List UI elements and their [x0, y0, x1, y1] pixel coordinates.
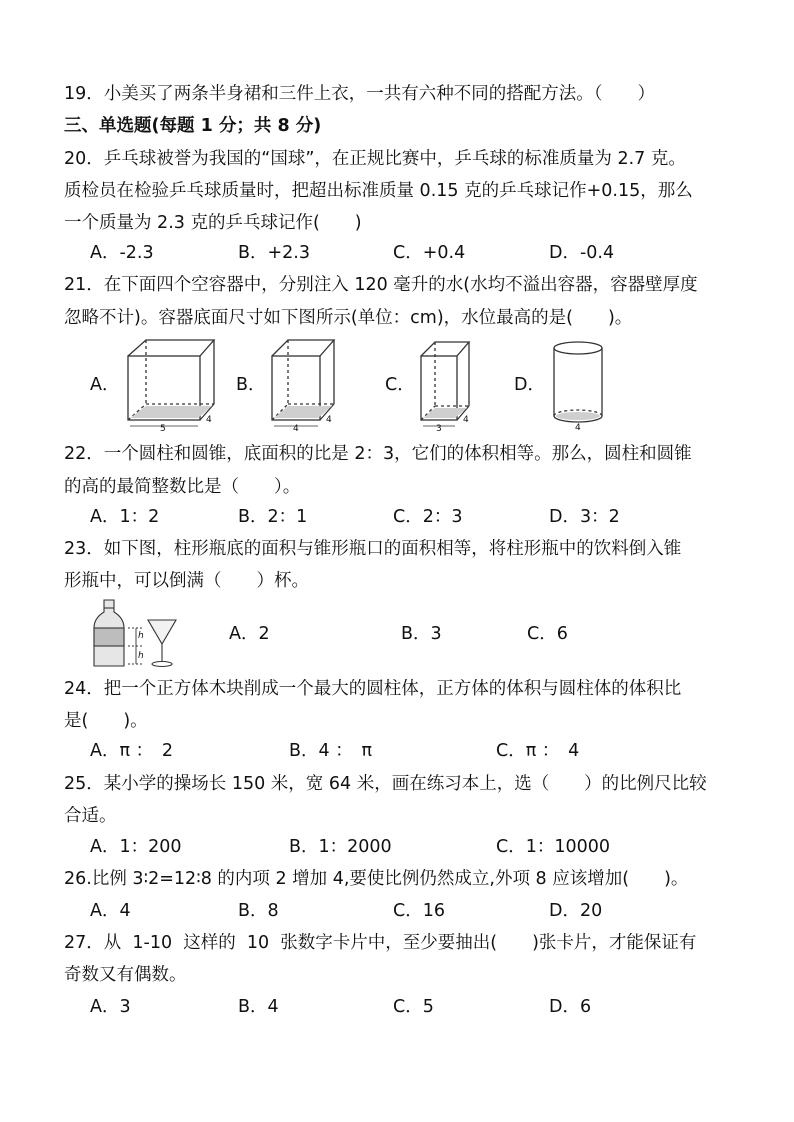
question-25-line-2: 合适。	[64, 806, 117, 826]
q22-option-a[interactable]: A．1：2	[90, 507, 160, 527]
dim-c-side: 4	[463, 415, 469, 425]
q26-option-c[interactable]: C．16	[393, 901, 445, 921]
question-27-line-1: 27．从 1-10 这样的 10 张数字卡片中，至少要抽出( )张卡片，才能保证有	[64, 933, 697, 953]
question-21-line-2: 忽略不计)。容器底面尺寸如下图所示(单位：cm)，水位最高的是( )。	[64, 308, 633, 328]
question-23-line-2: 形瓶中，可以倒满（ ）杯。	[64, 571, 309, 591]
dim-a-side: 4	[206, 415, 212, 425]
q25-option-c[interactable]: C．1：10000	[496, 837, 611, 857]
dim-a-front: 5	[160, 424, 166, 432]
container-c-figure	[411, 336, 481, 432]
container-a-figure	[118, 336, 218, 432]
question-22-line-2: 的高的最简整数比是（ ）。	[64, 477, 301, 497]
dim-d-diameter: 4	[575, 423, 581, 432]
q21-option-b[interactable]: B．	[236, 375, 266, 395]
question-19: 19．小美买了两条半身裙和三件上衣，一共有六种不同的搭配方法。（ ）	[64, 84, 656, 104]
q26-option-a[interactable]: A．4	[90, 901, 131, 921]
q26-option-b[interactable]: B．8	[238, 901, 279, 921]
container-d-figure	[548, 336, 612, 432]
q24-option-a[interactable]: A．π ： 2	[90, 741, 173, 761]
q20-option-b[interactable]: B．+2.3	[238, 243, 310, 263]
q20-option-d[interactable]: D．-0.4	[549, 243, 615, 263]
q27-option-c[interactable]: C．5	[393, 997, 434, 1017]
q27-option-d[interactable]: D．6	[549, 997, 592, 1017]
q24-option-c[interactable]: C．π ： 4	[496, 741, 580, 761]
q21-option-d[interactable]: D．	[514, 375, 545, 395]
dim-c-front: 3	[436, 424, 442, 432]
q24-option-b[interactable]: B．4 ： π	[289, 741, 372, 761]
q21-option-c[interactable]: C．	[385, 375, 415, 395]
question-23-line-1: 23．如下图，柱形瓶底的面积与锥形瓶口的面积相等，将柱形瓶中的饮料倒入锥	[64, 539, 682, 559]
dim-b-side: 4	[326, 415, 332, 425]
bottle-and-cone-cup-figure	[90, 598, 182, 670]
q20-option-c[interactable]: C．+0.4	[393, 243, 466, 263]
q23-option-c[interactable]: C．6	[527, 624, 568, 644]
q21-option-a[interactable]: A．	[90, 375, 120, 395]
q27-option-a[interactable]: A．3	[90, 997, 131, 1017]
q22-option-c[interactable]: C．2：3	[393, 507, 463, 527]
question-24-line-2: 是( )。	[64, 711, 148, 731]
q22-option-d[interactable]: D．3：2	[549, 507, 620, 527]
container-b-figure	[262, 336, 342, 432]
question-27-line-2: 奇数又有偶数。	[64, 965, 187, 985]
q27-option-b[interactable]: B．4	[238, 997, 279, 1017]
dim-b-front: 4	[293, 424, 299, 432]
q26-option-d[interactable]: D．20	[549, 901, 603, 921]
question-20-line-3: 一个质量为 2.3 克的乒乓球记作( )	[64, 213, 362, 233]
h-label-upper: h	[138, 631, 144, 641]
q22-option-b[interactable]: B．2：1	[238, 507, 308, 527]
question-26: 26.比例 3∶2=12∶8 的内项 2 增加 4,要使比例仍然成立,外项 8 应该增加( )。	[64, 869, 689, 889]
question-25-line-1: 25．某小学的操场长 150 米，宽 64 米，画在练习本上，选（ ）的比例尺比较	[64, 774, 707, 794]
question-22-line-1: 22．一个圆柱和圆锥，底面积的比是 2：3，它们的体积相等。那么，圆柱和圆锥	[64, 444, 692, 464]
q25-option-b[interactable]: B．1：2000	[289, 837, 392, 857]
q20-option-a[interactable]: A．-2.3	[90, 243, 154, 263]
q25-option-a[interactable]: A．1：200	[90, 837, 182, 857]
q23-option-a[interactable]: A．2	[229, 624, 270, 644]
section-title: 三、单选题(每题 1 分；共 8 分)	[64, 116, 322, 136]
question-24-line-1: 24．把一个正方体木块削成一个最大的圆柱体，正方体的体积与圆柱体的体积比	[64, 679, 682, 699]
question-21-line-1: 21．在下面四个空容器中，分别注入 120 毫升的水(水均不溢出容器，容器壁厚度	[64, 275, 698, 295]
h-label-lower: h	[138, 651, 144, 661]
question-20-line-2: 质检员在检验乒乓球质量时，把超出标准质量 0.15 克的乒乓球记作+0.15，那么	[64, 181, 693, 201]
question-20-line-1: 20．乒乓球被誉为我国的“国球”，在正规比赛中，乒乓球的标准质量为 2.7 克。	[64, 149, 686, 169]
q23-option-b[interactable]: B．3	[401, 624, 442, 644]
